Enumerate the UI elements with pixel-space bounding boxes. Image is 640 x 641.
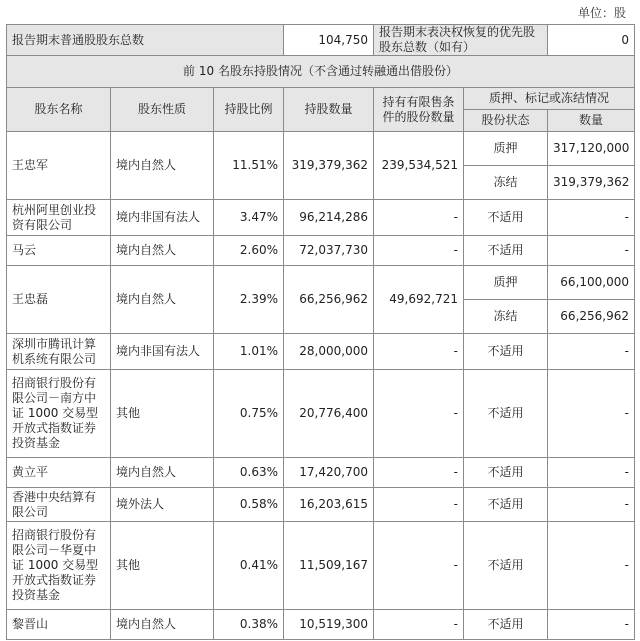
share-status: 不适用: [464, 334, 548, 370]
share-status: 质押: [464, 132, 548, 166]
shareholder-nature: 境内自然人: [111, 132, 214, 200]
shareholder-nature: 其他: [111, 522, 214, 610]
holding-ratio: 0.63%: [214, 458, 284, 488]
share-status: 质押: [464, 266, 548, 300]
table-row: [7, 132, 635, 166]
shareholder-name: 王忠军: [7, 132, 111, 200]
header-pledge-group: 质押、标记或冻结情况: [464, 88, 635, 110]
table-row: [7, 236, 635, 266]
holding-quantity: 319,379,362: [284, 132, 374, 200]
preferred-shareholders-value: 0: [548, 25, 635, 56]
share-status: 不适用: [464, 488, 548, 522]
share-status: 冻结: [464, 166, 548, 200]
header-row: [7, 88, 635, 110]
shareholder-name: 招商银行股份有限公司－华夏中证 1000 交易型开放式指数证券投资基金: [7, 522, 111, 610]
share-status-amount: -: [548, 370, 635, 458]
preferred-shareholders-label: 报告期末表决权恢复的优先股股东总数（如有）: [374, 25, 548, 56]
common-shareholders-value: 104,750: [284, 25, 374, 56]
holding-ratio: 0.58%: [214, 488, 284, 522]
header-amount: 数量: [548, 110, 635, 132]
holding-quantity: 17,420,700: [284, 458, 374, 488]
holding-ratio: 2.39%: [214, 266, 284, 334]
share-status: 不适用: [464, 458, 548, 488]
shareholder-name: 黎晋山: [7, 610, 111, 640]
share-status: 不适用: [464, 370, 548, 458]
unit-label: 单位：股: [577, 6, 626, 20]
holding-quantity: 72,037,730: [284, 236, 374, 266]
share-status: 不适用: [464, 236, 548, 266]
header-name: 股东名称: [7, 88, 111, 132]
shareholder-nature: 境内自然人: [111, 236, 214, 266]
holding-quantity: 20,776,400: [284, 370, 374, 458]
shareholder-nature: 境内自然人: [111, 266, 214, 334]
shareholder-name: 马云: [7, 236, 111, 266]
shareholder-nature: 境内非国有法人: [111, 334, 214, 370]
summary-row: [7, 25, 635, 56]
shareholder-name: 香港中央结算有限公司: [7, 488, 111, 522]
table-row: [7, 334, 635, 370]
restricted-quantity: -: [374, 334, 464, 370]
holding-quantity: 16,203,615: [284, 488, 374, 522]
holding-ratio: 0.38%: [214, 610, 284, 640]
holding-ratio: 3.47%: [214, 200, 284, 236]
holding-quantity: 11,509,167: [284, 522, 374, 610]
share-status-amount: -: [548, 334, 635, 370]
restricted-quantity: -: [374, 458, 464, 488]
restricted-quantity: -: [374, 236, 464, 266]
holding-ratio: 11.51%: [214, 132, 284, 200]
shareholder-nature: 境外法人: [111, 488, 214, 522]
holding-ratio: 0.41%: [214, 522, 284, 610]
shareholder-nature: 境内非国有法人: [111, 200, 214, 236]
table-row: [7, 458, 635, 488]
share-status-amount: -: [548, 200, 635, 236]
section-title-row: [7, 56, 635, 88]
header-ratio: 持股比例: [214, 88, 284, 132]
table-row: [7, 522, 635, 610]
restricted-quantity: -: [374, 610, 464, 640]
share-status-amount: 317,120,000: [548, 132, 635, 166]
header-status: 股份状态: [464, 110, 548, 132]
holding-quantity: 96,214,286: [284, 200, 374, 236]
share-status: 不适用: [464, 610, 548, 640]
restricted-quantity: 49,692,721: [374, 266, 464, 334]
common-shareholders-label: 报告期末普通股股东总数: [7, 25, 284, 56]
share-status: 不适用: [464, 522, 548, 610]
table-row: [7, 488, 635, 522]
section-title: 前 10 名股东持股情况（不含通过转融通出借股份）: [7, 56, 635, 88]
restricted-quantity: -: [374, 488, 464, 522]
shareholder-name: 杭州阿里创业投资有限公司: [7, 200, 111, 236]
shareholder-nature: 境内自然人: [111, 610, 214, 640]
restricted-quantity: -: [374, 200, 464, 236]
restricted-quantity: 239,534,521: [374, 132, 464, 200]
share-status-amount: -: [548, 522, 635, 610]
share-status-amount: 66,100,000: [548, 266, 635, 300]
restricted-quantity: -: [374, 370, 464, 458]
header-nature: 股东性质: [111, 88, 214, 132]
table-row: [7, 266, 635, 300]
share-status-amount: -: [548, 488, 635, 522]
share-status-amount: -: [548, 610, 635, 640]
restricted-quantity: -: [374, 522, 464, 610]
header-restricted: 持有有限售条件的股份数量: [374, 88, 464, 132]
share-status-amount: 66,256,962: [548, 300, 635, 334]
share-status-amount: -: [548, 236, 635, 266]
header-quantity: 持股数量: [284, 88, 374, 132]
holding-ratio: 2.60%: [214, 236, 284, 266]
share-status: 不适用: [464, 200, 548, 236]
shareholder-name: 王忠磊: [7, 266, 111, 334]
share-status: 冻结: [464, 300, 548, 334]
shareholder-name: 招商银行股份有限公司－南方中证 1000 交易型开放式指数证券投资基金: [7, 370, 111, 458]
share-status-amount: -: [548, 458, 635, 488]
shareholder-nature: 其他: [111, 370, 214, 458]
holding-ratio: 0.75%: [214, 370, 284, 458]
holding-quantity: 10,519,300: [284, 610, 374, 640]
holding-ratio: 1.01%: [214, 334, 284, 370]
shareholder-table: [6, 24, 635, 640]
table-row: [7, 610, 635, 640]
shareholder-name: 深圳市腾讯计算机系统有限公司: [7, 334, 111, 370]
table-row: [7, 370, 635, 458]
holding-quantity: 66,256,962: [284, 266, 374, 334]
holding-quantity: 28,000,000: [284, 334, 374, 370]
shareholder-nature: 境内自然人: [111, 458, 214, 488]
table-row: [7, 200, 635, 236]
share-status-amount: 319,379,362: [548, 166, 635, 200]
shareholder-name: 黄立平: [7, 458, 111, 488]
